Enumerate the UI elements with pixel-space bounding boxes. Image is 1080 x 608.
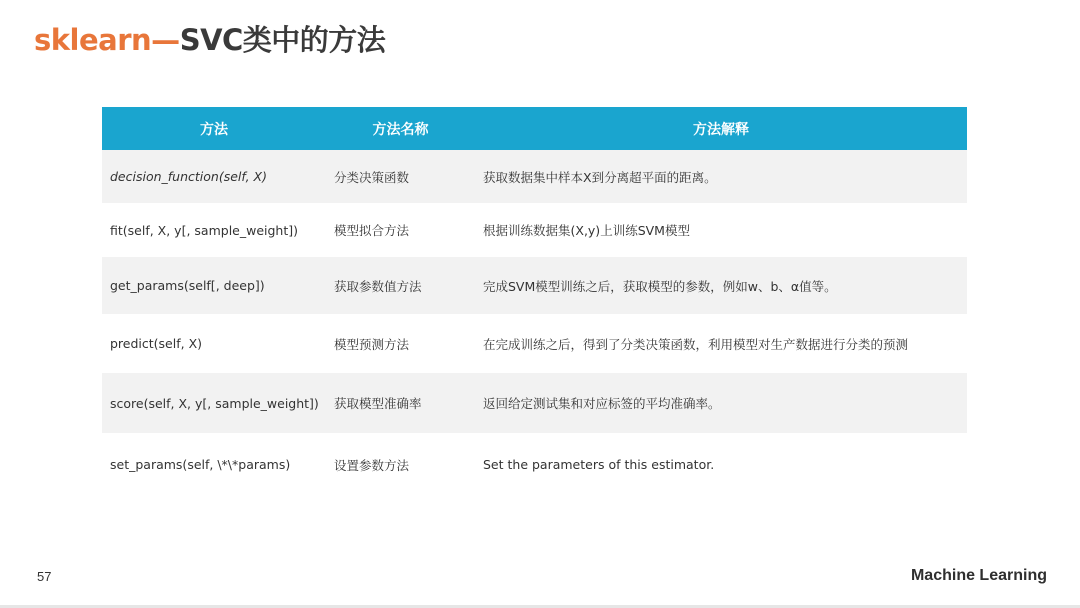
cell-name: 模型预测方法 <box>326 314 475 373</box>
footer-brand: Machine Learning <box>910 567 1047 584</box>
cell-description: 在完成训练之后，得到了分类决策函数，利用模型对生产数据进行分类的预测 <box>475 314 967 373</box>
header-row <box>102 107 967 150</box>
cell-name: 获取模型准确率 <box>326 373 475 433</box>
header-method-description: 方法解释 <box>475 107 967 150</box>
cell-description: 完成SVM模型训练之后，获取模型的参数，例如w、b、α值等。 <box>475 257 967 314</box>
methods-table-container <box>102 107 967 496</box>
cell-name: 获取参数值方法 <box>326 257 475 314</box>
cell-name: 分类决策函数 <box>326 150 475 203</box>
table-row <box>102 433 967 496</box>
table-header <box>102 107 967 150</box>
table-row <box>102 314 967 373</box>
cell-name: 设置参数方法 <box>326 433 475 496</box>
cell-method: set_params(self, \*\*params) <box>102 433 326 496</box>
slide-title <box>34 18 385 62</box>
title-accent: sklearn— <box>34 23 180 57</box>
header-method: 方法 <box>102 107 326 150</box>
cell-description: 返回给定测试集和对应标签的平均准确率。 <box>475 373 967 433</box>
cell-method: get_params(self[, deep]) <box>102 257 326 314</box>
table-row <box>102 203 967 257</box>
table-row <box>102 150 967 203</box>
cell-method: predict(self, X) <box>102 314 326 373</box>
cell-description: 根据训练数据集(X,y)上训练SVM模型 <box>475 203 967 257</box>
table-row <box>102 373 967 433</box>
methods-table <box>102 107 967 496</box>
table-row <box>102 257 967 314</box>
table-body <box>102 150 967 496</box>
cell-description: 获取数据集中样本X到分离超平面的距离。 <box>475 150 967 203</box>
cell-description: Set the parameters of this estimator. <box>475 433 967 496</box>
cell-name: 模型拟合方法 <box>326 203 475 257</box>
header-method-name: 方法名称 <box>326 107 475 150</box>
cell-method: score(self, X, y[, sample_weight]) <box>102 373 326 433</box>
page-number: 57 <box>37 569 52 584</box>
title-rest: SVC类中的方法 <box>179 23 386 57</box>
cell-method: fit(self, X, y[, sample_weight]) <box>102 203 326 257</box>
cell-method: decision_function(self, X) <box>102 150 326 203</box>
